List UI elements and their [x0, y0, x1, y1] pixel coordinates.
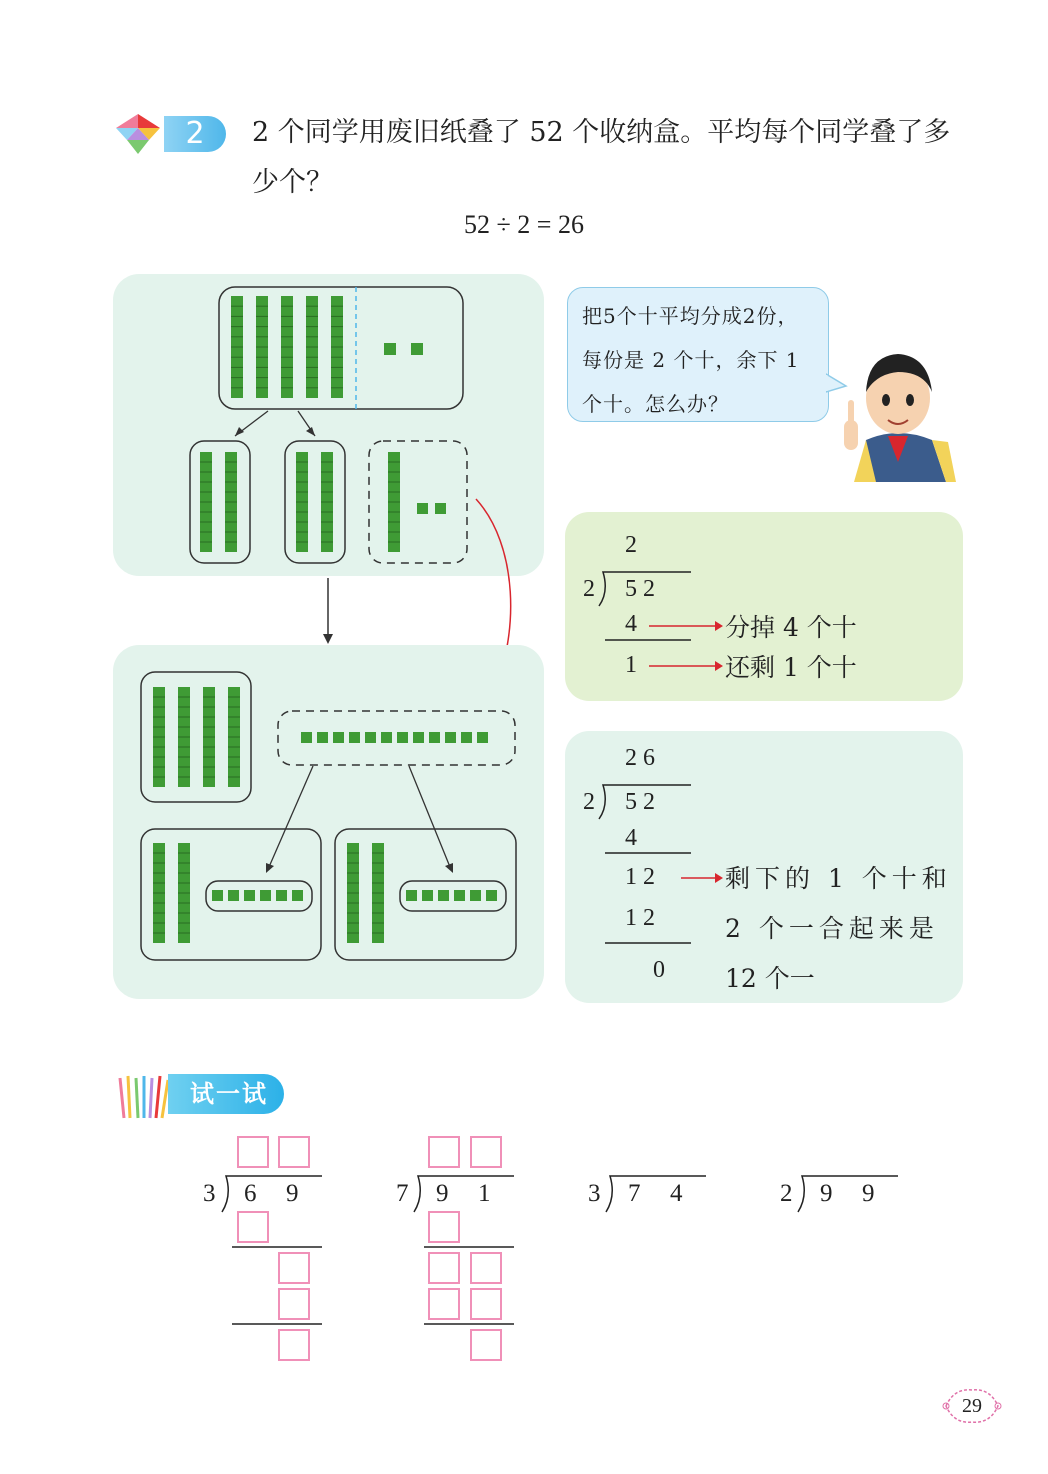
- note-remainder: 还剩 1 个十: [725, 653, 857, 682]
- speech-line-3: 个十。怎么办？: [582, 392, 729, 416]
- dividend-2: 5 2: [625, 789, 655, 815]
- answer-box[interactable]: [278, 1252, 310, 1284]
- ex1-divisor: 3: [203, 1180, 216, 1207]
- equation: 52 ÷ 2 = 26: [464, 210, 584, 239]
- example-number: 2: [185, 116, 205, 151]
- ex3-digit1: 7: [628, 1180, 641, 1207]
- remainder-1: 1: [625, 652, 637, 678]
- subtraction-line: [232, 1322, 324, 1326]
- subtraction-line: [232, 1245, 324, 1249]
- answer-box[interactable]: [278, 1288, 310, 1320]
- answer-box[interactable]: [470, 1136, 502, 1168]
- subtraction-line: [424, 1322, 516, 1326]
- division-bracket: [218, 1174, 324, 1214]
- division-bracket: [602, 1174, 708, 1214]
- answer-box[interactable]: [278, 1329, 310, 1361]
- answer-box[interactable]: [428, 1211, 460, 1243]
- answer-box[interactable]: [237, 1211, 269, 1243]
- ex2-digit2: 1: [478, 1180, 491, 1207]
- note-line-1: 剩下的 1 个十和: [725, 864, 952, 893]
- problem-text: 2 个同学用废旧纸叠了 52 个收纳盒。平均每个同学叠了多少个？: [252, 117, 951, 198]
- product-2a: 4: [625, 825, 637, 851]
- quotient-2: 2 6: [625, 745, 655, 771]
- speech-line-2: 每份是 2 个十，余下 1: [582, 348, 800, 372]
- division-bracket: [410, 1174, 516, 1214]
- dividend-1: 5 2: [625, 576, 655, 602]
- divisor-2: 2: [583, 789, 595, 815]
- answer-box[interactable]: [428, 1252, 460, 1284]
- answer-box[interactable]: [237, 1136, 269, 1168]
- note-line-2: 2 个一合起来是: [725, 914, 939, 943]
- answer-box[interactable]: [428, 1288, 460, 1320]
- division-bracket: [794, 1174, 900, 1214]
- product-2b: 1 2: [625, 905, 655, 931]
- note-line-3: 12 个一: [725, 964, 815, 993]
- ex4-divisor: 2: [780, 1180, 793, 1207]
- ex2-digit1: 9: [436, 1180, 449, 1207]
- quotient-1: 2: [625, 532, 637, 558]
- answer-box[interactable]: [470, 1288, 502, 1320]
- ex1-digit1: 6: [244, 1180, 257, 1207]
- answer-box[interactable]: [428, 1136, 460, 1168]
- answer-box[interactable]: [470, 1252, 502, 1284]
- ex3-digit2: 4: [670, 1180, 683, 1207]
- divisor-1: 2: [583, 576, 595, 602]
- ex4-digit2: 9: [862, 1180, 875, 1207]
- subtraction-line: [424, 1245, 516, 1249]
- answer-box[interactable]: [470, 1329, 502, 1361]
- ex2-divisor: 7: [396, 1180, 409, 1207]
- page-number-badge: [940, 1384, 1004, 1428]
- answer-box[interactable]: [278, 1136, 310, 1168]
- ex1-digit2: 9: [286, 1180, 299, 1207]
- speech-line-1: 把5个十平均分成2份，: [582, 304, 799, 328]
- product-1: 4: [625, 611, 637, 637]
- note-product: 分掉 4 个十: [725, 613, 857, 642]
- ex3-divisor: 3: [588, 1180, 601, 1207]
- ex4-digit1: 9: [820, 1180, 833, 1207]
- try-it-title: 试一试: [190, 1080, 268, 1108]
- carry-down: 1 2: [625, 864, 655, 890]
- remainder-2: 0: [653, 957, 665, 983]
- page-number: 29: [962, 1395, 982, 1417]
